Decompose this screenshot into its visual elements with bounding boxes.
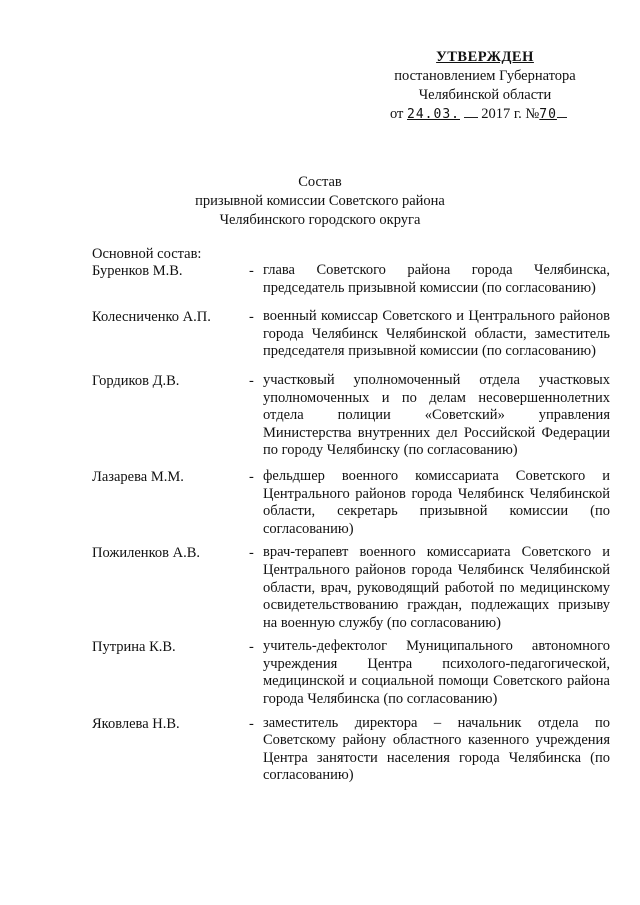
date-underline [464, 105, 478, 118]
title-line-1: Состав [298, 174, 342, 190]
member-name: Лазарева М.М. [92, 468, 184, 485]
member-name: Яковлева Н.В. [92, 715, 180, 732]
date-prefix: от [390, 106, 404, 122]
member-name: Гордиков Д.В. [92, 372, 180, 389]
approval-heading: УТВЕРЖДЕН [436, 49, 534, 65]
approval-block [360, 48, 610, 124]
members-list [92, 262, 610, 785]
member-role: участковый уполномоченный отдела участковых уполномоченных и по делам несовершеннолетних отдела полиции «Советский» управления Министерства внутренних дел Российской Федерации по городу Челябинску (по согласованию) [263, 371, 610, 459]
member-role: военный комиссар Советского и Центрального районов города Челябинск Челябинской области, заместитель председателя призывной комиссии (по согласованию) [263, 308, 610, 360]
title-line-2: призывной комиссии Советского района [195, 193, 445, 209]
member-name: Колесниченко А.П. [92, 309, 211, 326]
approval-line-region: Челябинской области [418, 87, 552, 103]
number-underline [557, 105, 567, 118]
member-role: заместитель директора – начальник отдела по Советскому району областного казенного учреждения Центра занятости населения города Челябинска (по согласованию) [263, 714, 610, 784]
member-row [92, 262, 610, 297]
member-dash: - [249, 715, 254, 732]
member-dash: - [249, 372, 254, 389]
member-row [92, 638, 610, 708]
member-name: Путрина К.В. [92, 639, 176, 656]
member-name: Буренков М.В. [92, 263, 183, 279]
approval-line-decree: постановлением Губернатора [394, 68, 576, 84]
title-line-3: Челябинского городского округа [219, 212, 421, 228]
member-row [92, 372, 610, 460]
document-title [150, 173, 490, 230]
member-dash: - [249, 639, 254, 656]
member-name: Пожиленков А.В. [92, 545, 200, 562]
year-text: 2017 г. № [481, 106, 540, 122]
member-dash: - [249, 309, 254, 326]
section-label: Основной состав: [92, 246, 202, 262]
member-role: фельдшер военного комиссариата Советского и Центрального районов города Челябинск Челябинской области, секретарь призывной комиссии (по согласованию) [263, 467, 610, 537]
approval-date-line [360, 105, 610, 124]
member-role: врач-терапевт военного комиссариата Советского и Центрального районов города Челябинск Челябинской области, врач, руководящий работой по медицинскому освидетельствованию граждан, подлежащих призыву на военную службу (по согласованию) [263, 544, 610, 631]
member-row [92, 308, 610, 361]
member-row [92, 544, 610, 632]
member-role: глава Советского района города Челябинска, председатель призывной комиссии (по согласованию) [263, 262, 610, 296]
member-dash: - [249, 545, 254, 562]
member-row [92, 468, 610, 538]
date-value: 24.03. [407, 107, 460, 122]
member-dash: - [249, 468, 254, 485]
member-row [92, 715, 610, 785]
member-dash: - [249, 263, 254, 279]
number-value: 70 [539, 107, 557, 122]
member-role: учитель-дефектолог Муниципального автономного учреждения Центра психолого-педагогической, медицинской и социальной помощи Советского района города Челябинска (по согласованию) [263, 638, 610, 708]
